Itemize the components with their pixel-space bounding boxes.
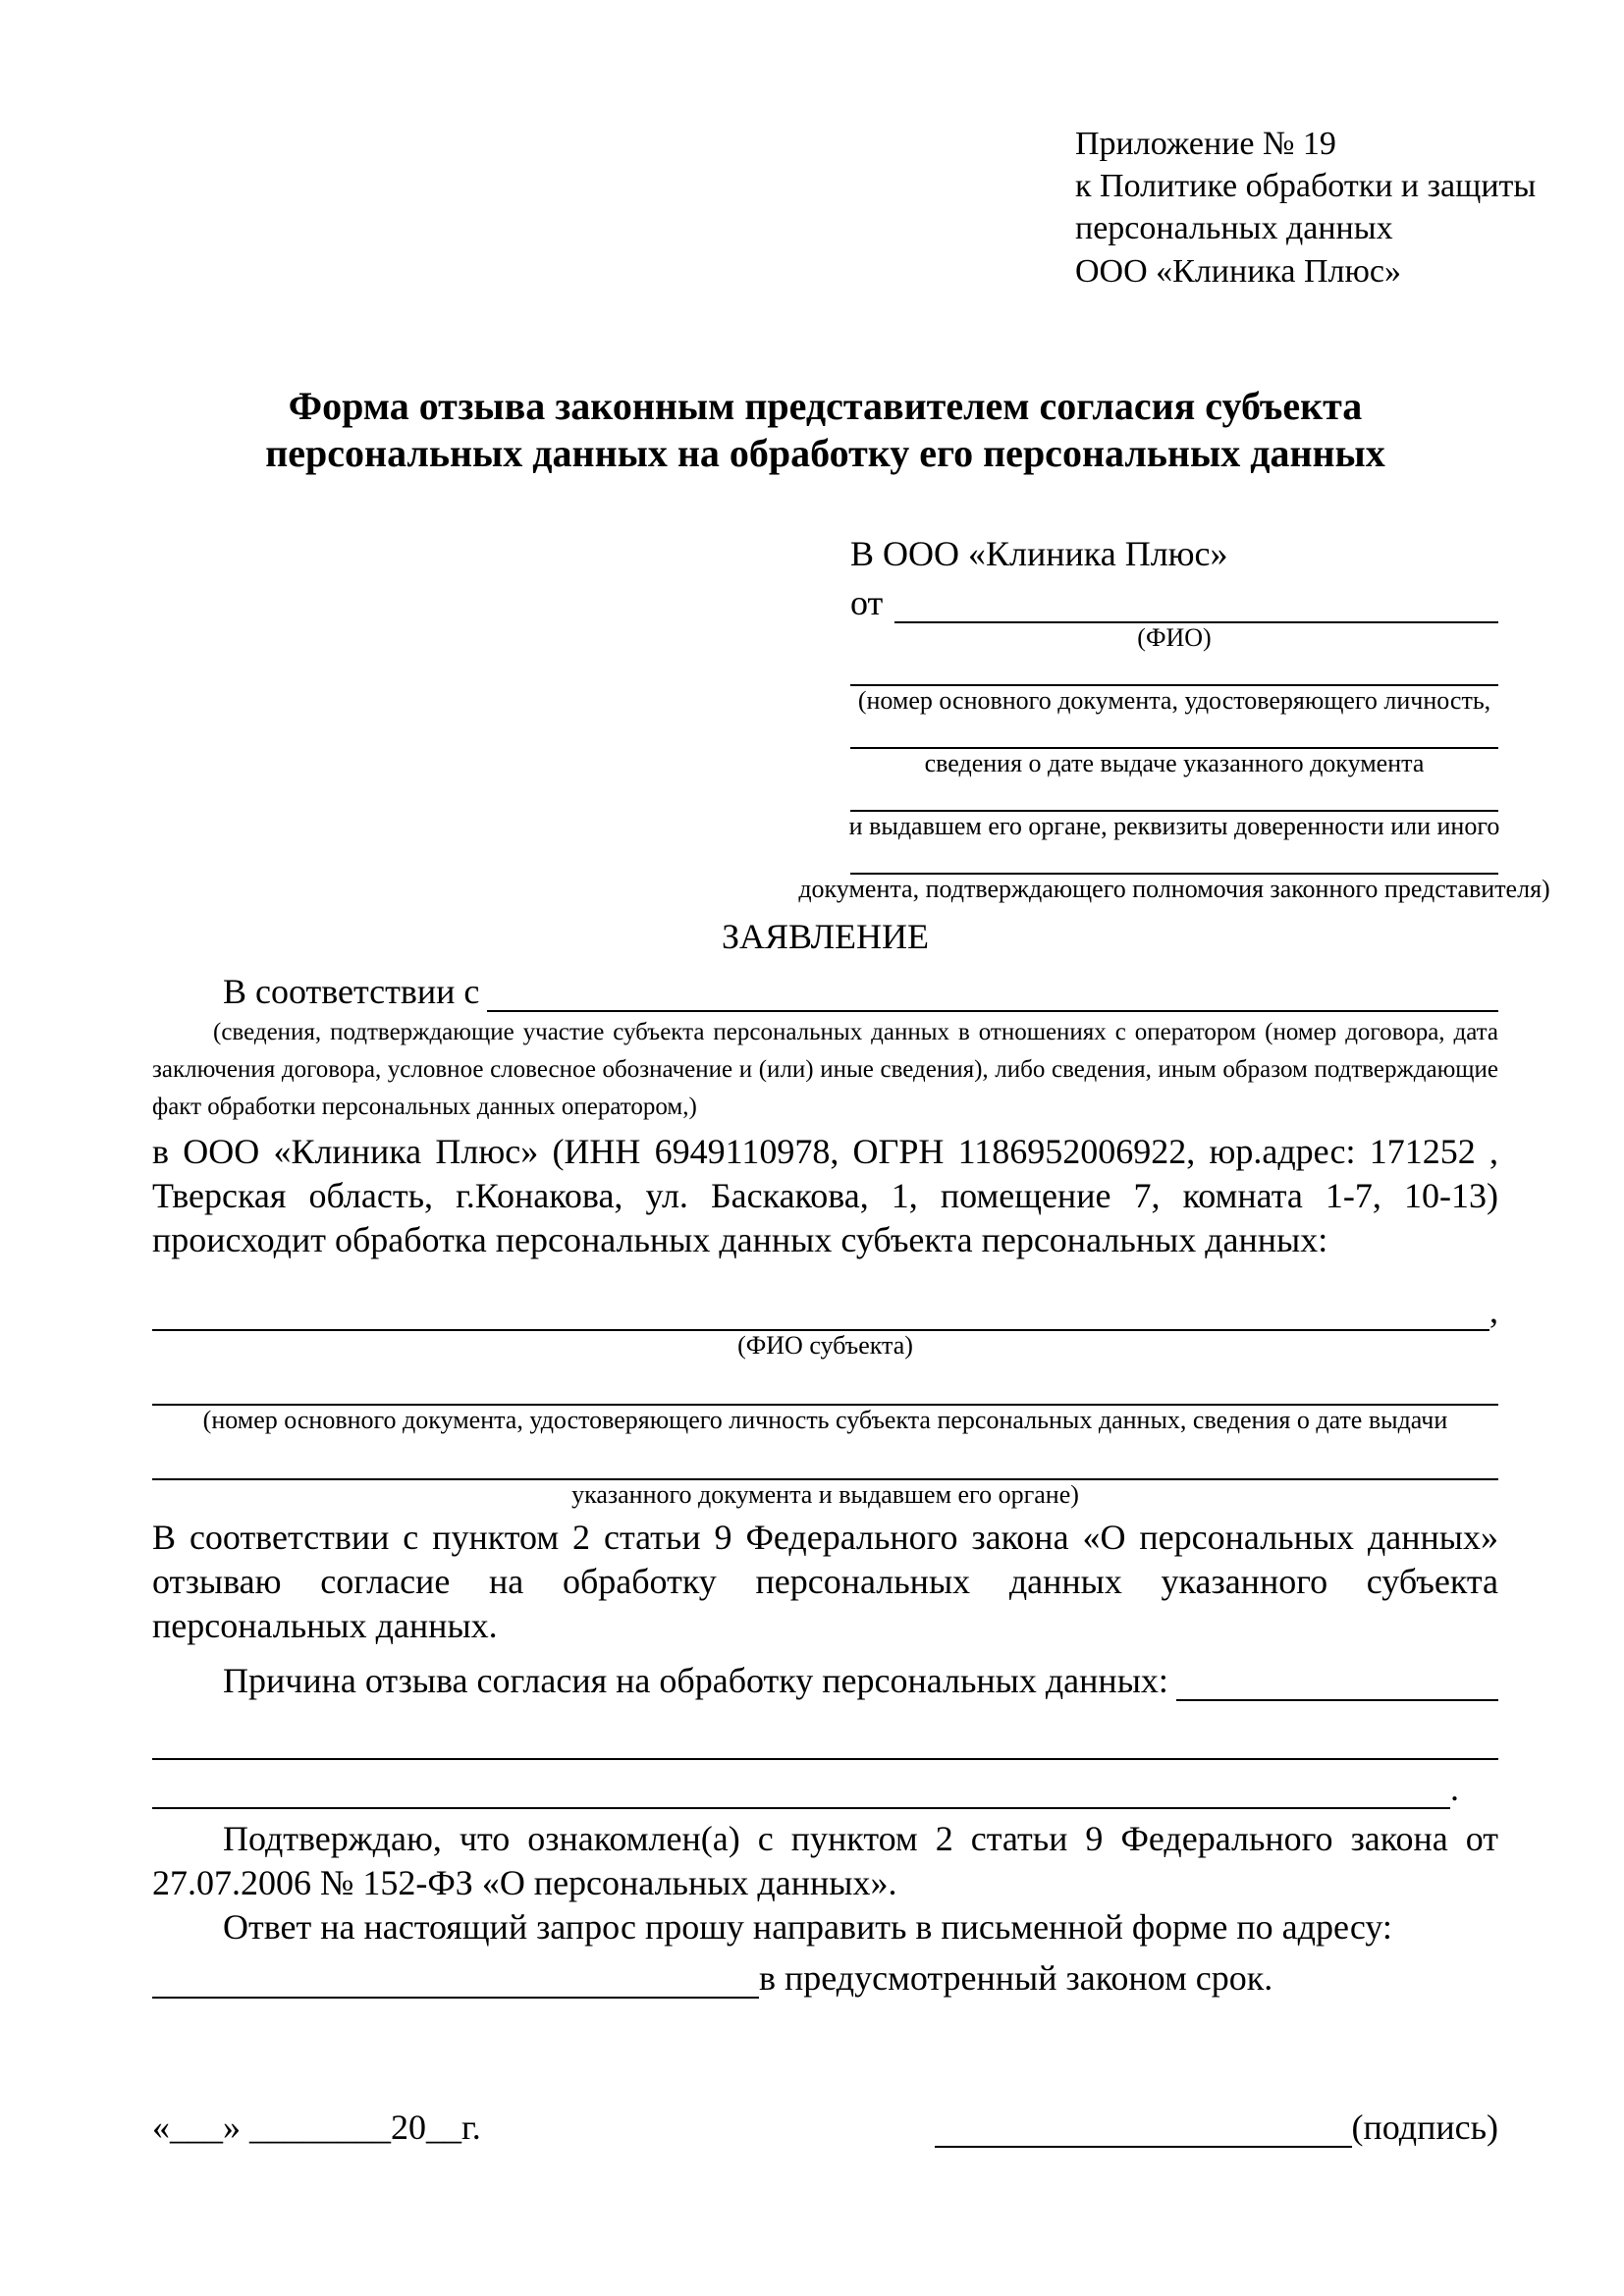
from-field bbox=[850, 576, 1498, 623]
issue-date-blank-line bbox=[850, 716, 1498, 749]
from-label: от bbox=[850, 582, 884, 622]
addressee-organization: В ООО «Клиника Плюс» bbox=[850, 533, 1228, 573]
reason-blank-line-3 bbox=[152, 1760, 1498, 1809]
signature-field bbox=[935, 2107, 1498, 2148]
appendix-line: Приложение № 19 bbox=[1075, 126, 1336, 162]
subject-issuer-caption: указанного документа и выдавшем его органе) bbox=[571, 1479, 1079, 1509]
addressee-block bbox=[798, 531, 1550, 904]
accordance-label: В соответствии с bbox=[223, 971, 480, 1011]
representative-authority-blank-line bbox=[850, 841, 1498, 875]
withdraw-paragraph: В соответствии с пунктом 2 статьи 9 Федерального закона «О персональных данных» отзываю согласие на обработку персональных данных указанного субъекта персональных данных. bbox=[152, 1517, 1498, 1645]
statement-heading: ЗАЯВЛЕНИЕ bbox=[721, 916, 930, 956]
subject-line-comma: , bbox=[1489, 1290, 1498, 1330]
reason-field bbox=[152, 1654, 1498, 1701]
issuing-authority-caption: и выдавшем его органе, реквизиты доверенности или иного bbox=[848, 811, 1500, 840]
appendix-line: к Политике обработки и защиты bbox=[1075, 168, 1537, 205]
document-title-line2: персональных данных на обработку его персональных данных bbox=[265, 430, 1385, 475]
subject-fio-caption: (ФИО субъекта) bbox=[737, 1330, 913, 1360]
subject-fio-field bbox=[152, 1286, 1498, 1331]
reply-deadline-text: в предусмотренный законом срок. bbox=[759, 1957, 1273, 1998]
document-title-line1: Форма отзыва законным представителем согласия субъекта bbox=[288, 383, 1363, 428]
accordance-field bbox=[152, 965, 1498, 1012]
reply-address-blank-line bbox=[152, 1997, 759, 1999]
fio-caption: (ФИО) bbox=[1137, 622, 1212, 652]
reason-blank-line bbox=[1176, 1699, 1498, 1701]
blank-line-period: . bbox=[1450, 1768, 1459, 1808]
appendix-block bbox=[1075, 123, 1537, 293]
signature-blank-line bbox=[935, 2107, 1352, 2148]
signature-footer bbox=[152, 2107, 1498, 2148]
document-number-caption: (номер основного документа, удостоверяющего личность, bbox=[857, 685, 1491, 715]
confirm-paragraph: Подтверждаю, что ознакомлен(а) с пунктом 2 статьи 9 Федерального закона от 27.07.2006 № 152-ФЗ «О персональных данных». bbox=[152, 1818, 1498, 1902]
date-line: «___» ________20__г. bbox=[152, 2107, 481, 2147]
reply-address-field bbox=[152, 1949, 1498, 1999]
issue-date-caption: сведения о дате выдаче указанного документа bbox=[924, 748, 1425, 777]
appendix-line: персональных данных bbox=[1075, 210, 1393, 247]
issuing-authority-blank-line bbox=[850, 778, 1498, 812]
reason-label: Причина отзыва согласия на обработку персональных данных: bbox=[223, 1660, 1168, 1700]
representative-authority-caption: документа, подтверждающего полномочия законного представителя) bbox=[798, 874, 1550, 903]
accordance-blank-line bbox=[487, 1010, 1498, 1012]
document-title bbox=[152, 383, 1498, 477]
reason-blank-line-3-rule bbox=[152, 1807, 1450, 1809]
subject-issuer-blank-line bbox=[152, 1435, 1498, 1480]
accordance-note: (сведения, подтверждающие участие субъекта персональных данных в отношениях с оператором (номер договора, дата заключения договора, условное словесное обозначение и (или) иные сведения), либо сведения, иным образом подтверждающие факт обработки персональных данных оператором,) bbox=[152, 1018, 1498, 1120]
operator-paragraph: в ООО «Клиника Плюс» (ИНН 6949110978, ОГРН 1186952006922, юр.адрес: 171252 , Тверская область, г.Конакова, ул. Баскакова, 1, помещение 7, комната 1-7, 10-13) происходит обработка персональных данных субъекта персональных данных: bbox=[152, 1131, 1498, 1259]
subject-document-blank-line bbox=[152, 1361, 1498, 1406]
document-number-blank-line bbox=[850, 653, 1498, 686]
reason-blank-line-2 bbox=[152, 1701, 1498, 1760]
signature-caption: (подпись) bbox=[1351, 2107, 1498, 2147]
appendix-line: ООО «Клиника Плюс» bbox=[1075, 252, 1401, 290]
reply-address-label: Ответ на настоящий запрос прошу направить в письменной форме по адресу: bbox=[223, 1906, 1392, 1947]
subject-document-caption: (номер основного документа, удостоверяющего личность субъекта персональных данных, сведения о дате выдачи bbox=[202, 1405, 1448, 1434]
